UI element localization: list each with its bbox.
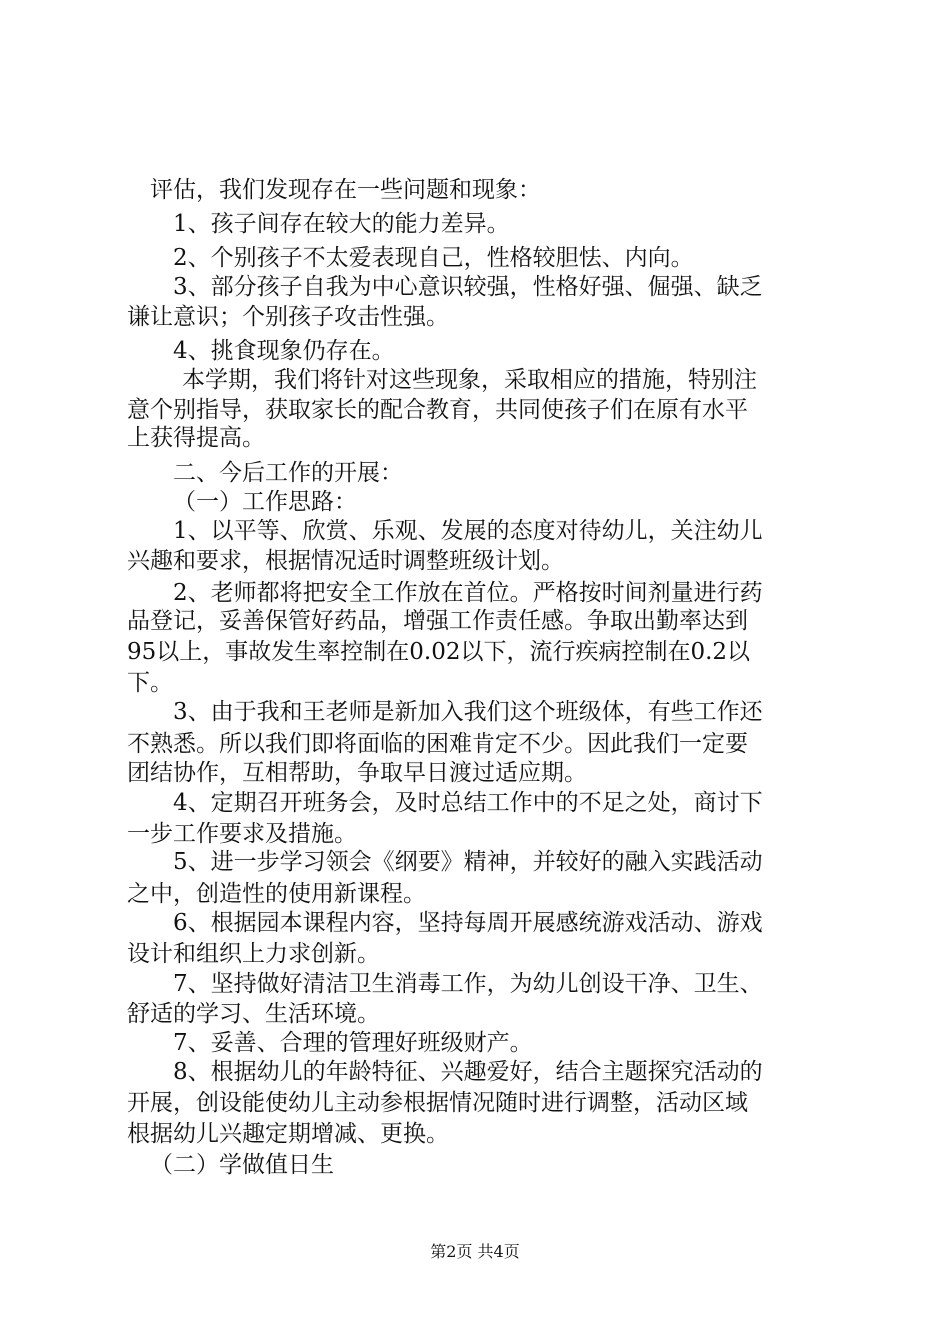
text-line: 7、坚持做好清洁卫生消毒工作，为幼儿创设干净、卫生、 <box>173 971 763 997</box>
text-line: 根据幼儿兴趣定期增减、更换。 <box>127 1121 449 1147</box>
subsection-heading: （二）学做值日生 <box>150 1152 334 1178</box>
text-line: 6、根据园本课程内容，坚持每周开展感统游戏活动、游戏 <box>173 910 763 936</box>
text-line: 谦让意识；个别孩子攻击性强。 <box>127 304 449 330</box>
text-line: 8、根据幼儿的年龄特征、兴趣爱好，结合主题探究活动的 <box>173 1059 763 1085</box>
text-line: 不熟悉。所以我们即将面临的困难肯定不少。因此我们一定要 <box>127 731 748 757</box>
text-line: 7、妥善、合理的管理好班级财产。 <box>173 1030 533 1056</box>
page-footer: 第2页 共4页 <box>430 1242 520 1261</box>
text-line: 1、孩子间存在较大的能力差异。 <box>173 211 510 237</box>
text-line: 意个别指导，获取家长的配合教育，共同使孩子们在原有水平 <box>127 397 748 423</box>
text-line: 之中，创造性的使用新课程。 <box>127 881 426 907</box>
text-line: 4、定期召开班务会，及时总结工作中的不足之处，商讨下 <box>173 790 763 816</box>
text-line: 2、老师都将把安全工作放在首位。严格按时间剂量进行药 <box>173 580 763 606</box>
text-line: 3、部分孩子自我为中心意识较强，性格好强、倔强、缺乏 <box>173 274 763 300</box>
text-line: 兴趣和要求，根据情况适时调整班级计划。 <box>127 548 564 574</box>
text-line: 上获得提高。 <box>127 425 265 451</box>
text-line: 品登记，妥善保管好药品，增强工作责任感。争取出勤率达到 <box>127 608 748 634</box>
text-line: 下。 <box>127 670 173 696</box>
text-line: 设计和组织上力求创新。 <box>127 941 380 967</box>
text-line: 评估，我们发现存在一些问题和现象： <box>150 177 541 203</box>
text-line: 本学期，我们将针对这些现象，采取相应的措施，特别注 <box>182 367 757 393</box>
section-heading: 二、今后工作的开展： <box>173 460 403 486</box>
text-line: 团结协作，互相帮助，争取早日渡过适应期。 <box>127 760 587 786</box>
text-line: 开展，创设能使幼儿主动参根据情况随时进行调整，活动区域 <box>127 1090 748 1116</box>
text-line: 3、由于我和王老师是新加入我们这个班级体，有些工作还 <box>173 699 763 725</box>
text-line: 2、个别孩子不太爱表现自己，性格较胆怯、内向。 <box>173 245 694 271</box>
text-line: 舒适的学习、生活环境。 <box>127 1001 380 1027</box>
text-line: 一步工作要求及措施。 <box>127 821 357 847</box>
text-line: 95以上，事故发生率控制在0.02以下，流行疾病控制在0.2以 <box>127 639 751 665</box>
text-line: 4、挑食现象仍存在。 <box>173 338 395 364</box>
subsection-heading: （一）工作思路： <box>173 489 357 515</box>
text-line: 1、以平等、欣赏、乐观、发展的态度对待幼儿，关注幼儿 <box>173 518 763 544</box>
text-line: 5、进一步学习领会《纲要》精神，并较好的融入实践活动 <box>173 849 763 875</box>
